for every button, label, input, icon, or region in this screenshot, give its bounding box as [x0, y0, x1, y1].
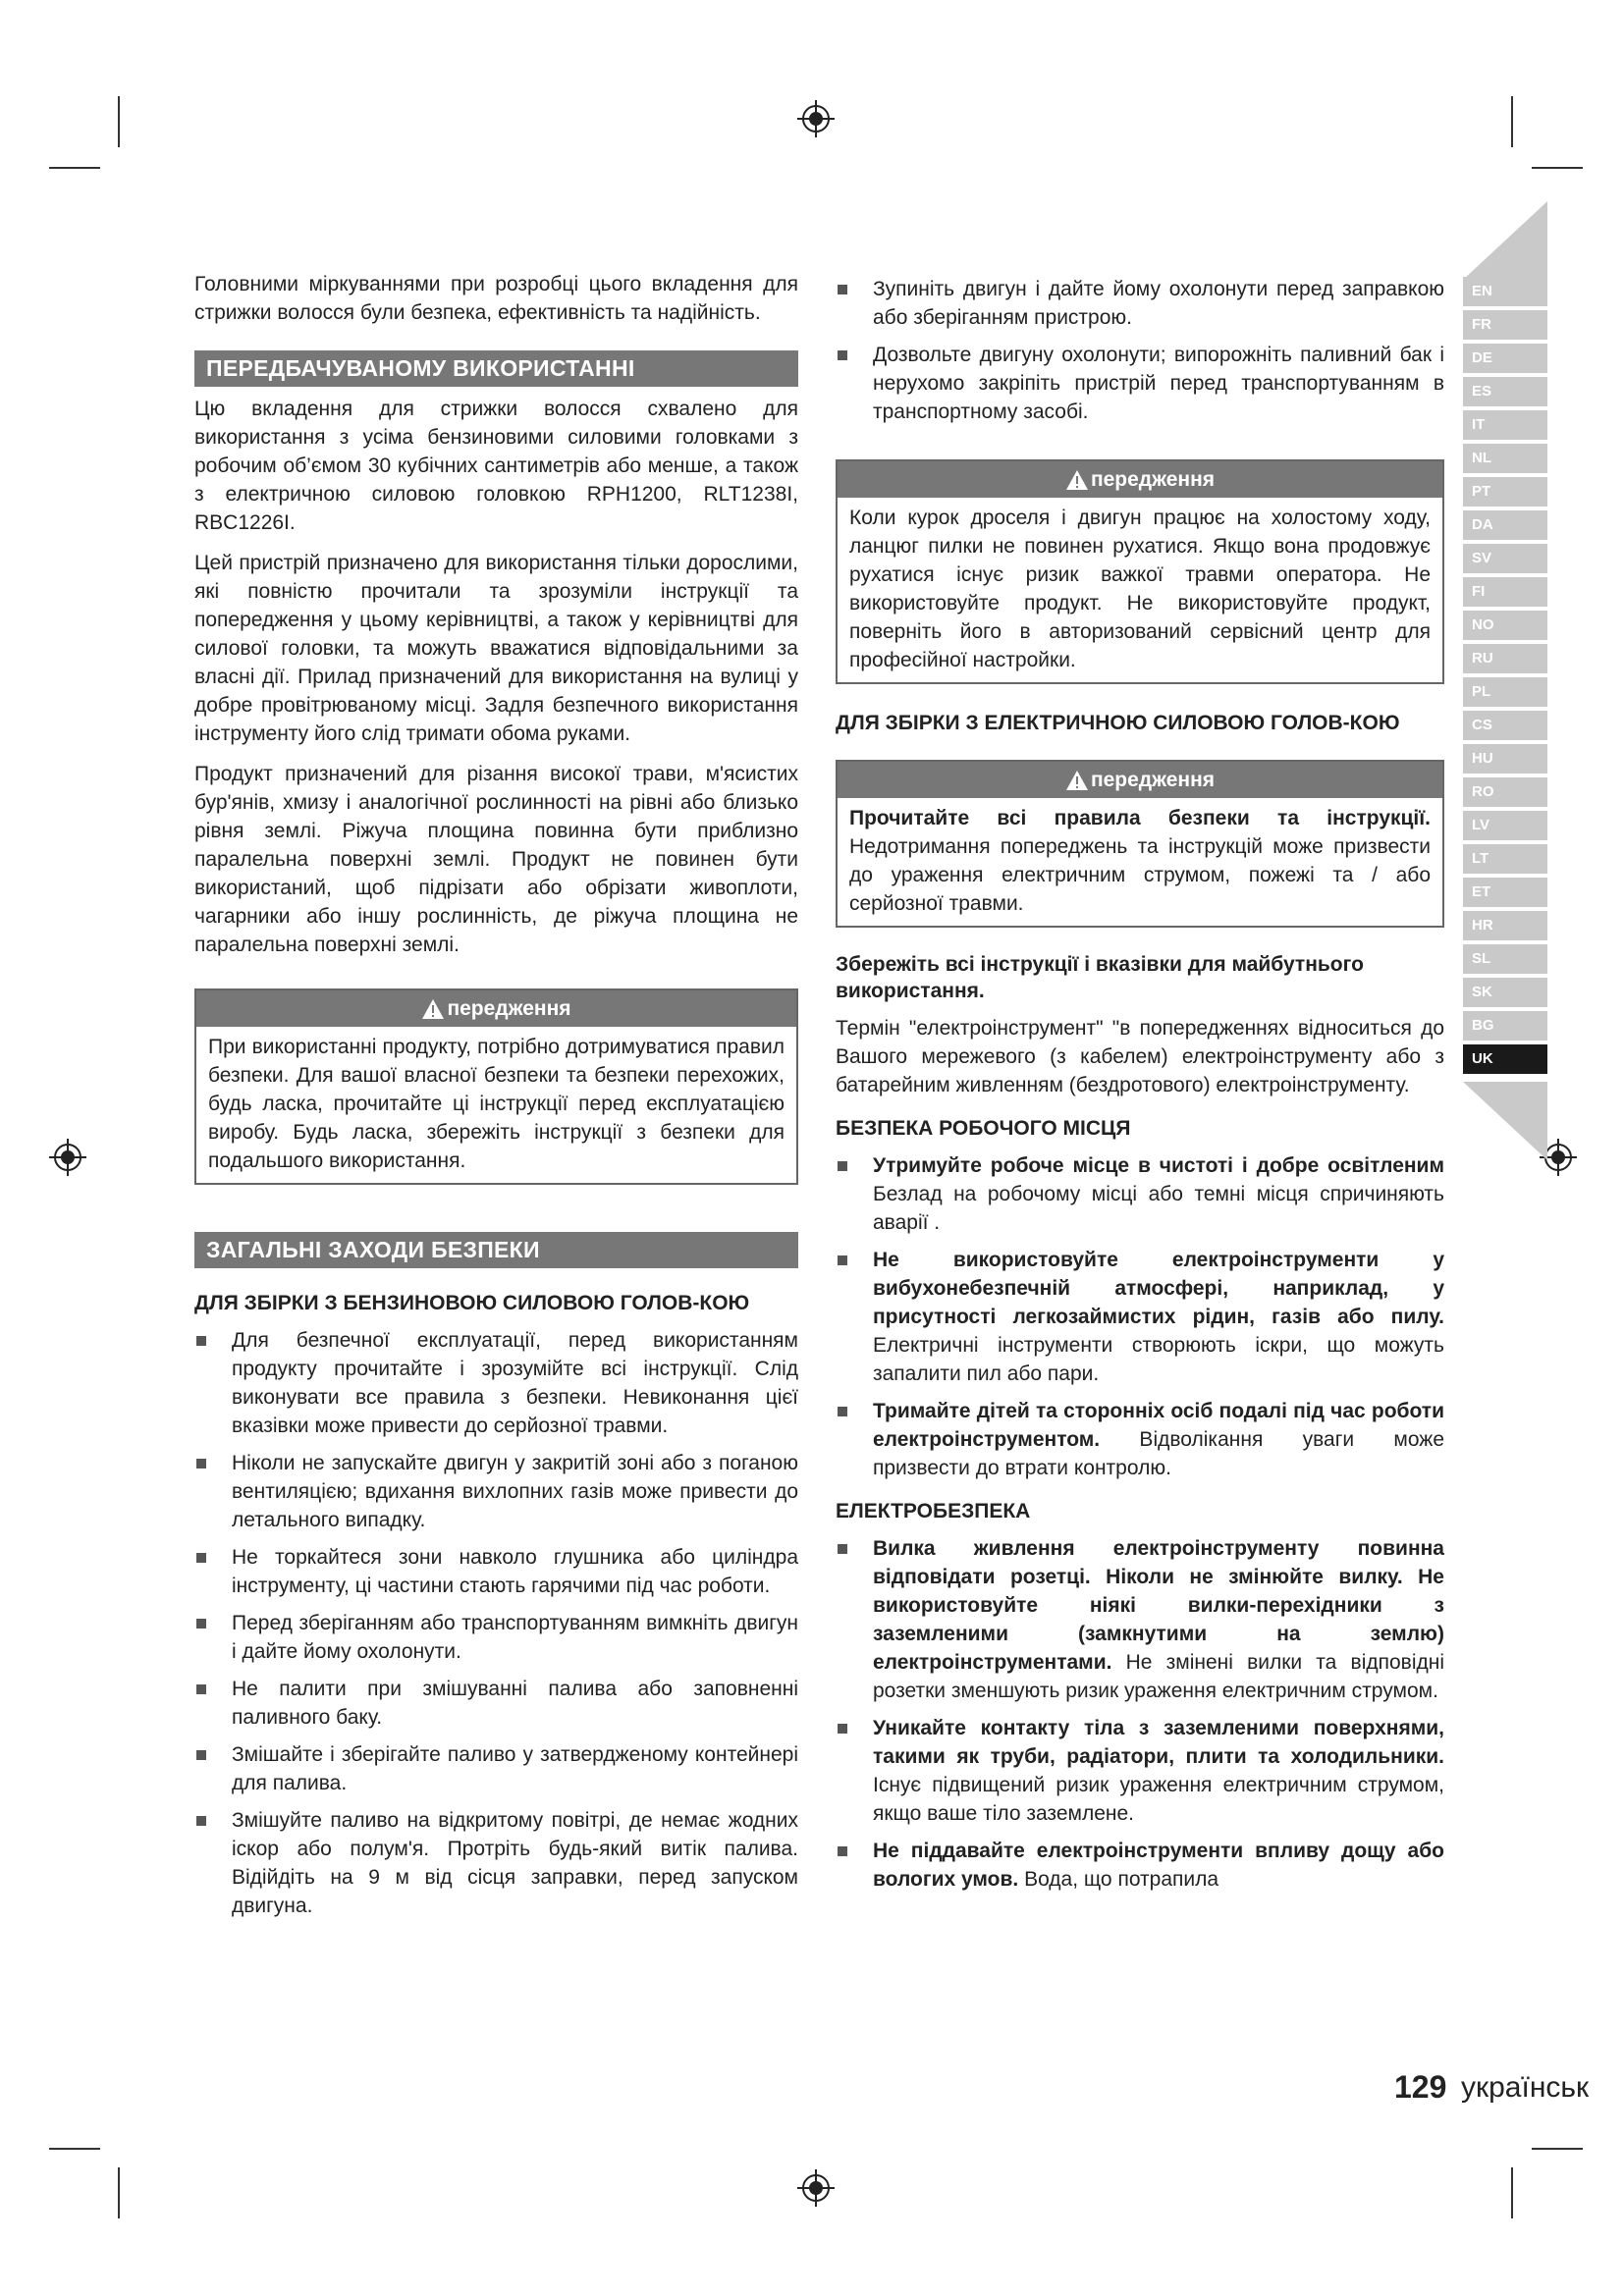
- tab-lang-et[interactable]: ET: [1463, 878, 1547, 907]
- registration-mark-icon: [797, 2169, 835, 2207]
- tab-lang-no[interactable]: NO: [1463, 611, 1547, 640]
- warning-header: [838, 461, 1442, 498]
- registration-mark-icon: [797, 100, 835, 137]
- section-heading-intended-use: ПЕРЕДБАЧУВАНОМУ ВИКОРИСТАННІ: [194, 350, 798, 387]
- crop-mark: [1532, 2148, 1583, 2150]
- warning-bold-text: Прочитайте всі правила безпеки та інструкції.: [849, 807, 1431, 829]
- tab-lang-ru[interactable]: RU: [1463, 644, 1547, 673]
- warning-box: [836, 760, 1444, 928]
- list-item: Для безпечної експлуатації, перед використанням продукту прочитайте і зрозумійте всі інструкції. Слід виконувати все правила з безпеки. Невиконання цієї вказівки може привести до серйозної травми.: [194, 1326, 798, 1440]
- warning-text: [838, 798, 1442, 926]
- tab-lang-bg[interactable]: BG: [1463, 1011, 1547, 1041]
- list-item: [836, 1246, 1444, 1388]
- list-item: Не торкайтеся зони навколо глушника або циліндра інструменту, ці частини стають гарячими під час роботи.: [194, 1543, 798, 1600]
- tab-lang-de[interactable]: DE: [1463, 344, 1547, 373]
- footer-language: українськ: [1461, 2071, 1590, 2104]
- list-item: [836, 1151, 1444, 1237]
- warning-triangle-icon: [1065, 770, 1089, 791]
- term-paragraph: Термін "електроінструмент" "в попередженнях відноситься до Вашого мережевого (з кабелем) електроінструменту або з батарейним живленням (бездротового) електроінструменту.: [836, 1017, 1444, 1096]
- list-item: Дозвольте двигуну охолонути; випорожніть паливний бак і нерухомо закріпіть пристрій перед транспортуванням в транспортному засобі.: [836, 341, 1444, 426]
- subheading-work-area: БЕЗПЕКА РОБОЧОГО МІСЦЯ: [836, 1117, 1131, 1140]
- tab-lang-lv[interactable]: LV: [1463, 811, 1547, 840]
- fuel-list: [836, 275, 1444, 426]
- warning-text: При використанні продукту, потрібно дотримуватися правил безпеки. Для вашої власної безпеки та безпеки перехожих, будь ласка, прочитайте ці інструкції перед експлуатацією виробу. Будь ласка, збережіть інструкції з безпеки для подальшого використання.: [208, 1036, 785, 1172]
- crop-mark: [1511, 2167, 1513, 2218]
- safety-list: [194, 1326, 798, 1920]
- warning-header: [196, 990, 796, 1027]
- electrical-safety-list: [836, 1534, 1444, 1894]
- tab-lang-es[interactable]: ES: [1463, 377, 1547, 406]
- registration-mark-icon: [49, 1139, 86, 1176]
- tab-lang-da[interactable]: DA: [1463, 510, 1547, 540]
- crop-mark: [49, 167, 100, 169]
- paragraph: Цей пристрій призначено для використання тільки дорослими, які повністю прочитали та зрозуміли інструкції та попередження у цьому керівництві, а також у керівництві для силової головки, та можуть вважатися відповідальними за власні дії. Прилад призначений для використання на вулиці у добре провітрюваному місці. Задля безпечного використання інструменту його слід тримати обома руками.: [194, 552, 798, 745]
- list-item: Зупиніть двигун і дайте йому охолонути перед заправкою або зберіганням пристрою.: [836, 275, 1444, 332]
- warning-body-text: Недотримання попереджень та інструкцій може призвести до ураження електричним струмом, пожежі та / або серйозної травми.: [849, 835, 1431, 915]
- list-item: [836, 1397, 1444, 1482]
- tab-lang-cs[interactable]: CS: [1463, 711, 1547, 740]
- subheading-electric: ДЛЯ ЗБІРКИ З ЕЛЕКТРИЧНОЮ СИЛОВОЮ ГОЛОВ-КОЮ: [836, 712, 1400, 734]
- tab-lang-sv[interactable]: SV: [1463, 544, 1547, 573]
- list-item-bold: Не піддавайте електроінструменти впливу дощу або вологих умов.: [873, 1840, 1444, 1891]
- crop-mark: [49, 2148, 100, 2150]
- warning-triangle-icon: [1065, 469, 1089, 491]
- crop-mark: [1532, 167, 1583, 169]
- tab-lang-fi[interactable]: FI: [1463, 577, 1547, 607]
- list-item-text: Безлад на робочому місці або темні місця спричиняють аварії .: [873, 1183, 1444, 1234]
- list-item: [836, 1714, 1444, 1828]
- subheading-gasoline: ДЛЯ ЗБІРКИ З БЕНЗИНОВОЮ СИЛОВОЮ ГОЛОВ-КОЮ: [194, 1292, 750, 1314]
- tab-lang-sl[interactable]: SL: [1463, 944, 1547, 974]
- tab-lang-uk[interactable]: UK: [1463, 1044, 1547, 1074]
- list-item-text: Вода, що потрапила: [1018, 1868, 1219, 1891]
- crop-mark: [1511, 96, 1513, 147]
- tab-lang-pt[interactable]: PT: [1463, 477, 1547, 507]
- list-item-bold: Не використовуйте електроінструменти у вибухонебезпечній атмосфері, наприклад, у присутності легкозаймистих рідин, газів або пилу.: [873, 1249, 1444, 1328]
- list-item-text: Електричні інструменти створюють іскри, що можуть запалити пил або пари.: [873, 1334, 1444, 1385]
- tab-lang-it[interactable]: IT: [1463, 410, 1547, 440]
- save-instructions-note: Збережіть всі інструкції і вказівки для майбутнього використання.: [836, 953, 1364, 1002]
- tab-lang-lt[interactable]: LT: [1463, 844, 1547, 874]
- subheading-electrical-safety: ЕЛЕКТРОБЕЗПЕКА: [836, 1500, 1031, 1522]
- warning-triangle-icon: [421, 998, 445, 1020]
- left-column: [194, 270, 798, 1929]
- page-number: 129: [1394, 2069, 1447, 2105]
- crop-mark: [118, 2167, 120, 2218]
- warning-title: передження: [1090, 468, 1216, 491]
- paragraph: Продукт призначений для різання високої трави, м'ясистих бур'янів, хмизу і аналогічної рослинності на рівні або близько рівня землі. Ріжуча площина повинна бути приблизно паралельна поверхні землі. Продукт не повинен бути використаний, щоб підрізати або обрізати живоплоти, чагарники або іншу рослинність, де ріжуча площина не паралельна поверхні землі.: [194, 763, 798, 956]
- tab-lang-ro[interactable]: RO: [1463, 777, 1547, 807]
- crop-mark: [118, 96, 120, 147]
- list-item-bold: Уникайте контакту тіла з заземленими поверхнями, такими як труби, радіатори, плити та холодильники.: [873, 1717, 1444, 1768]
- tab-bottom-triangle: [1463, 1082, 1547, 1160]
- warning-title: передження: [447, 997, 571, 1020]
- list-item: Ніколи не запускайте двигун у закритій зоні або з поганою вентиляцією; вдихання вихлопних газів може привести до летального випадку.: [194, 1449, 798, 1534]
- warning-title: передження: [1090, 769, 1216, 791]
- warning-header: [838, 762, 1442, 798]
- list-item-text: Існує підвищений ризик ураження електричним струмом, якщо ваше тіло заземлене.: [873, 1774, 1444, 1825]
- list-item-bold: Тримайте дітей та сторонніх осіб подалі під час роботи електроінструментом.: [873, 1400, 1444, 1451]
- list-item: Перед зберіганням або транспортуванням вимкніть двигун і дайте йому охолонути.: [194, 1609, 798, 1666]
- paragraph: Цю вкладення для стрижки волосся схвалено для використання з усіма бензиновими силовими головками з робочим об’ємом 30 кубічних сантиметрів або менше, а також з електричною силовою головкою RPH1200, RLT1238I, RBC1226I.: [194, 398, 798, 534]
- warning-text: Коли курок дроселя і двигун працює на холостому ходу, ланцюг пилки не повинен рухатися. Якщо вона продовжує рухатися існує ризик важкої травми оператора. Не використовуйте продукт. Не використовуйте продукт, поверніть його в авторизований сервісний центр для професійної настройки.: [849, 507, 1431, 671]
- language-tabs: [1463, 277, 1547, 1078]
- tab-lang-hu[interactable]: HU: [1463, 744, 1547, 774]
- tab-lang-sk[interactable]: SK: [1463, 978, 1547, 1007]
- right-column: [836, 275, 1444, 1902]
- warning-box: [194, 988, 798, 1185]
- list-item: [836, 1534, 1444, 1705]
- work-area-list: [836, 1151, 1444, 1482]
- section-heading-general-safety: ЗАГАЛЬНІ ЗАХОДИ БЕЗПЕКИ: [194, 1232, 798, 1268]
- tab-lang-nl[interactable]: NL: [1463, 444, 1547, 473]
- list-item: Не палити при змішуванні палива або заповненні паливного баку.: [194, 1675, 798, 1732]
- list-item-bold: Утримуйте робоче місце в чистоті і добре освітленим: [873, 1154, 1444, 1177]
- tab-lang-pl[interactable]: PL: [1463, 677, 1547, 707]
- list-item: Змішайте і зберігайте паливо у затвердженому контейнері для палива.: [194, 1740, 798, 1797]
- tab-top-triangle: [1463, 201, 1547, 280]
- list-item-bold: Вилка живлення електроінструменту повинна відповідати розетці. Ніколи не змінюйте вилку. Не використовуйте ніякі вилки-перехідники з заземленими (замкнутими на землю) електроінструментами.: [873, 1537, 1444, 1674]
- list-item: Змішуйте паливо на відкритому повітрі, де немає жодних іскор або полум'я. Протріть будь-який витік палива. Відійдіть на 9 м від сісця заправки, перед запуском двигуна.: [194, 1806, 798, 1920]
- list-item-text: Відволікання уваги може призвести до втрати контролю.: [873, 1428, 1444, 1479]
- list-item-text: Не змінені вилки та відповідні розетки зменшують ризик ураження електричним струмом.: [873, 1651, 1444, 1702]
- tab-lang-hr[interactable]: HR: [1463, 911, 1547, 940]
- intro-paragraph: Головними міркуваннями при розробці цього вкладення для стрижки волосся були безпека, ефективність та надійність.: [194, 273, 798, 324]
- list-item: [836, 1837, 1444, 1894]
- tab-lang-en[interactable]: EN: [1463, 277, 1547, 306]
- tab-lang-fr[interactable]: FR: [1463, 310, 1547, 340]
- warning-box: [836, 459, 1444, 684]
